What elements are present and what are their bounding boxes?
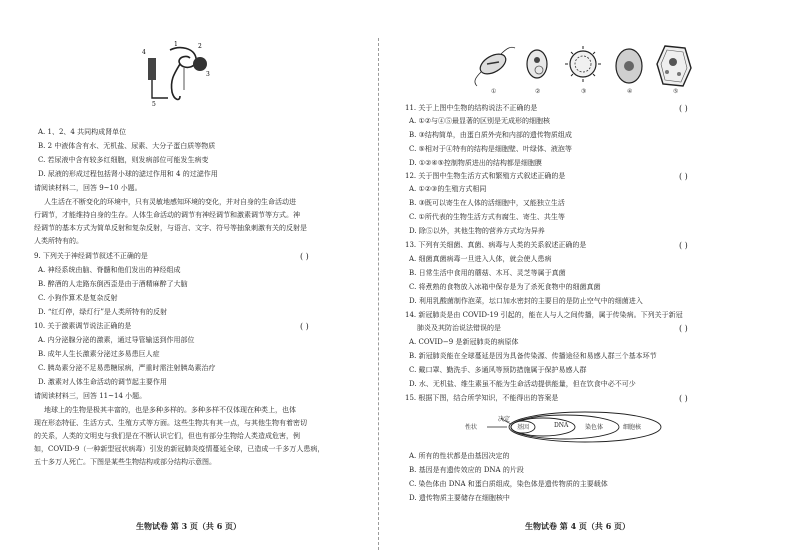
q15-option-a: A. 所有的性状都是由基因决定的 xyxy=(409,452,510,460)
diagram-label-chromosome: 染色体 xyxy=(585,424,604,431)
q10-option-a: A. 内分泌腺分泌的激素，通过导管输送到作用部位 xyxy=(38,336,195,344)
q9-option-d: D. “红灯停，绿灯行”是人类所特有的反射 xyxy=(38,308,167,316)
question-15: 15. 根据下图，结合所学知识，不能得出的答案是 xyxy=(405,394,559,402)
q13-option-c: C. 将煮熟的食物放入冰箱中保存是为了杀死食物中的细菌真菌 xyxy=(409,283,601,291)
q9-option-b: B. 醉酒的人走路东倒西歪是由于酒精麻醉了大脑 xyxy=(38,280,188,288)
yeast-illustration xyxy=(527,50,547,78)
q15-option-d: D. 遗传物质主要储存在细胞核中 xyxy=(409,494,510,502)
diagram-label-nucleus: 细胞核 xyxy=(623,424,642,431)
material-3-text: 地球上的生物是极其丰富的，也是多种多样的。多种多样不仅体现在种类上，也体 xyxy=(44,406,296,414)
q8-option-c: C. 若尿液中含有较多红细胞，则发病部位可能发生病变 xyxy=(38,156,209,164)
q12-option-a: A. ①②③的生殖方式相同 xyxy=(409,185,487,193)
material-2-text: 人生活在不断变化的环境中，只有灵敏地感知环境的变化，并对自身的生命活动进 xyxy=(44,198,296,206)
virus-illustration xyxy=(565,46,601,82)
q14-option-a: A. COVID−9 是新冠肺炎的病原体 xyxy=(409,338,519,346)
q12-option-c: C. ①所代表的生物生活方式有腐生、寄生、共生等 xyxy=(409,213,565,221)
animal-cell-illustration xyxy=(616,49,642,83)
figure-label-1: 1 xyxy=(174,41,178,48)
material-3-text: 如，COVID-9（一种新型冠状病毒）引发的新冠肺炎疫情蔓延全球，已造成一千多万人患病， xyxy=(34,445,325,453)
material-2-text: 行调节，才能维持自身的生存。人体生命活动的调节有神经调节和激素调节等方式。神 xyxy=(34,211,300,219)
organism-label-2: ② xyxy=(535,88,541,95)
q14-option-b: B. 新冠肺炎能在全球蔓延是因为具备传染源、传播途径和易感人群三个基本环节 xyxy=(409,352,657,360)
diagram-label-decide: 决定 xyxy=(498,416,511,423)
diagram-label-gene: 基因 xyxy=(517,424,530,431)
material-3-heading: 请阅读材料三，回答 11~14 小题。 xyxy=(34,392,147,400)
question-14-cont: 肺炎及其防治说法错误的是 xyxy=(417,324,501,332)
q11-option-a: A. ①②与④⑤最显著的区别是无成形的细胞核 xyxy=(409,117,551,125)
bacterium-illustration xyxy=(475,47,515,86)
figure-label-5: 5 xyxy=(152,101,156,108)
q11-option-d: D. ①②④⑤控制物质进出的结构都是细胞膜 xyxy=(409,159,542,167)
q14-option-c: C. 戴口罩、勤洗手、多通风等预防措施属于保护易感人群 xyxy=(409,366,587,374)
diagram-label-trait: 性状 xyxy=(465,424,478,431)
q15-option-b: B. 基因是有遗传效应的 DNA 的片段 xyxy=(409,466,524,474)
material-2-heading: 请阅读材料二，回答 9~10 小题。 xyxy=(34,184,142,192)
q11-answer-paren: ( ) xyxy=(679,104,688,113)
q8-option-a: A. 1、2、4 共同构成肾单位 xyxy=(38,128,127,136)
page-3-footer: 生物试卷 第 3 页（共 6 页） xyxy=(136,521,242,531)
q8-option-d: D. 尿液的形成过程包括肾小球的滤过作用和 4 的过滤作用 xyxy=(38,170,218,178)
q11-option-c: C. ⑤相对于④特有的结构是细胞壁、叶绿体、液泡等 xyxy=(409,145,572,153)
q13-option-d: D. 利用乳酸菌制作泡菜，坛口加水密封的主要目的是防止空气中的细菌进入 xyxy=(409,297,643,305)
q13-answer-paren: ( ) xyxy=(679,241,688,250)
material-2-text: 人类所特有的。 xyxy=(34,237,83,245)
q10-answer-paren: ( ) xyxy=(300,322,309,331)
q9-answer-paren: ( ) xyxy=(300,252,309,261)
q12-answer-paren: ( ) xyxy=(679,172,688,181)
q10-option-c: C. 胰岛素分泌不足易患糖尿病，严重时需注射胰岛素治疗 xyxy=(38,364,216,372)
diagram-label-dna: DNA xyxy=(554,422,569,429)
organism-label-4: ④ xyxy=(627,88,633,95)
page-3 xyxy=(0,0,380,560)
q13-option-b: B. 日常生活中食用的蘑菇、木耳、灵芝等属于真菌 xyxy=(409,269,566,277)
q10-option-d: D. 激素对人体生命活动的调节起主要作用 xyxy=(38,378,167,386)
q14-option-d: D. 水、无机盐、维生素虽不能为生命活动提供能量，但在饮食中必不可少 xyxy=(409,380,636,388)
q8-option-b: B. 2 中液体含有水、无机盐、尿素、大分子蛋白质等物质 xyxy=(38,142,216,150)
organism-label-3: ③ xyxy=(581,88,587,95)
kidney-nephron-figure xyxy=(140,40,220,110)
q10-option-b: B. 成年人生长激素分泌过多易患巨人症 xyxy=(38,350,160,358)
figure-label-3: 3 xyxy=(206,71,210,78)
organism-label-1: ① xyxy=(491,88,497,95)
material-3-text: 的关系，人类的文明史与我们是在不断认识它们，但也有部分生物给人类造成危害，例 xyxy=(34,432,300,440)
material-2-text: 经调节的基本方式为简单反射和复杂反射，与语言、文字、符号等抽象刺激有关的反射是 xyxy=(34,224,307,232)
organism-label-5: ⑤ xyxy=(673,88,679,95)
plant-cell-illustration xyxy=(657,46,691,86)
material-3-text: 五十多万人死亡。下图是某些生物结构或部分结构示意图。 xyxy=(34,458,216,466)
question-10: 10. 关于激素调节说法正确的是 xyxy=(34,322,132,330)
page-4 xyxy=(395,0,794,560)
q9-option-a: A. 神经系统由脑、脊髓和他们发出的神经组成 xyxy=(38,266,181,274)
q12-option-d: D. 除⑤以外，其他生物的营养方式均为异养 xyxy=(409,227,545,235)
figure-label-2: 2 xyxy=(198,43,202,50)
q11-option-b: B. ③结构简单，由蛋白质外壳和内部的遗传物质组成 xyxy=(409,131,572,139)
page-4-footer: 生物试卷 第 4 页（共 6 页） xyxy=(525,521,631,531)
q13-option-a: A. 细菌真菌病毒一旦进入人体，就会使人患病 xyxy=(409,255,552,263)
question-11: 11. 关于上图中生物的结构说法不正确的是 xyxy=(405,104,538,112)
q14-answer-paren: ( ) xyxy=(679,324,688,333)
q9-option-c: C. 小狗作算术是复杂反射 xyxy=(38,294,118,302)
question-14: 14. 新冠肺炎是由 COVID-19 引起的，能在人与人之间传播，属于传染病。下列关于新冠 xyxy=(405,311,683,319)
figure-label-4: 4 xyxy=(142,49,146,56)
question-12: 12. 关于图中生物生活方式和繁殖方式叙述正确的是 xyxy=(405,172,566,180)
question-9: 9. 下列关于神经调节叙述不正确的是 xyxy=(34,252,148,260)
material-3-text: 现在形态特征、生活方式、生殖方式等方面。这些生物共有其一点，与其他生物有着密切 xyxy=(34,419,307,427)
question-13: 13. 下列有关细菌、真菌、病毒与人类的关系叙述正确的是 xyxy=(405,241,587,249)
q12-option-b: B. ③既可以寄生在人体的活细胞中，又能独立生活 xyxy=(409,199,565,207)
q15-option-c: C. 染色体由 DNA 和蛋白质组成，染色体是遗传物质的主要载体 xyxy=(409,480,608,488)
q15-answer-paren: ( ) xyxy=(679,394,688,403)
